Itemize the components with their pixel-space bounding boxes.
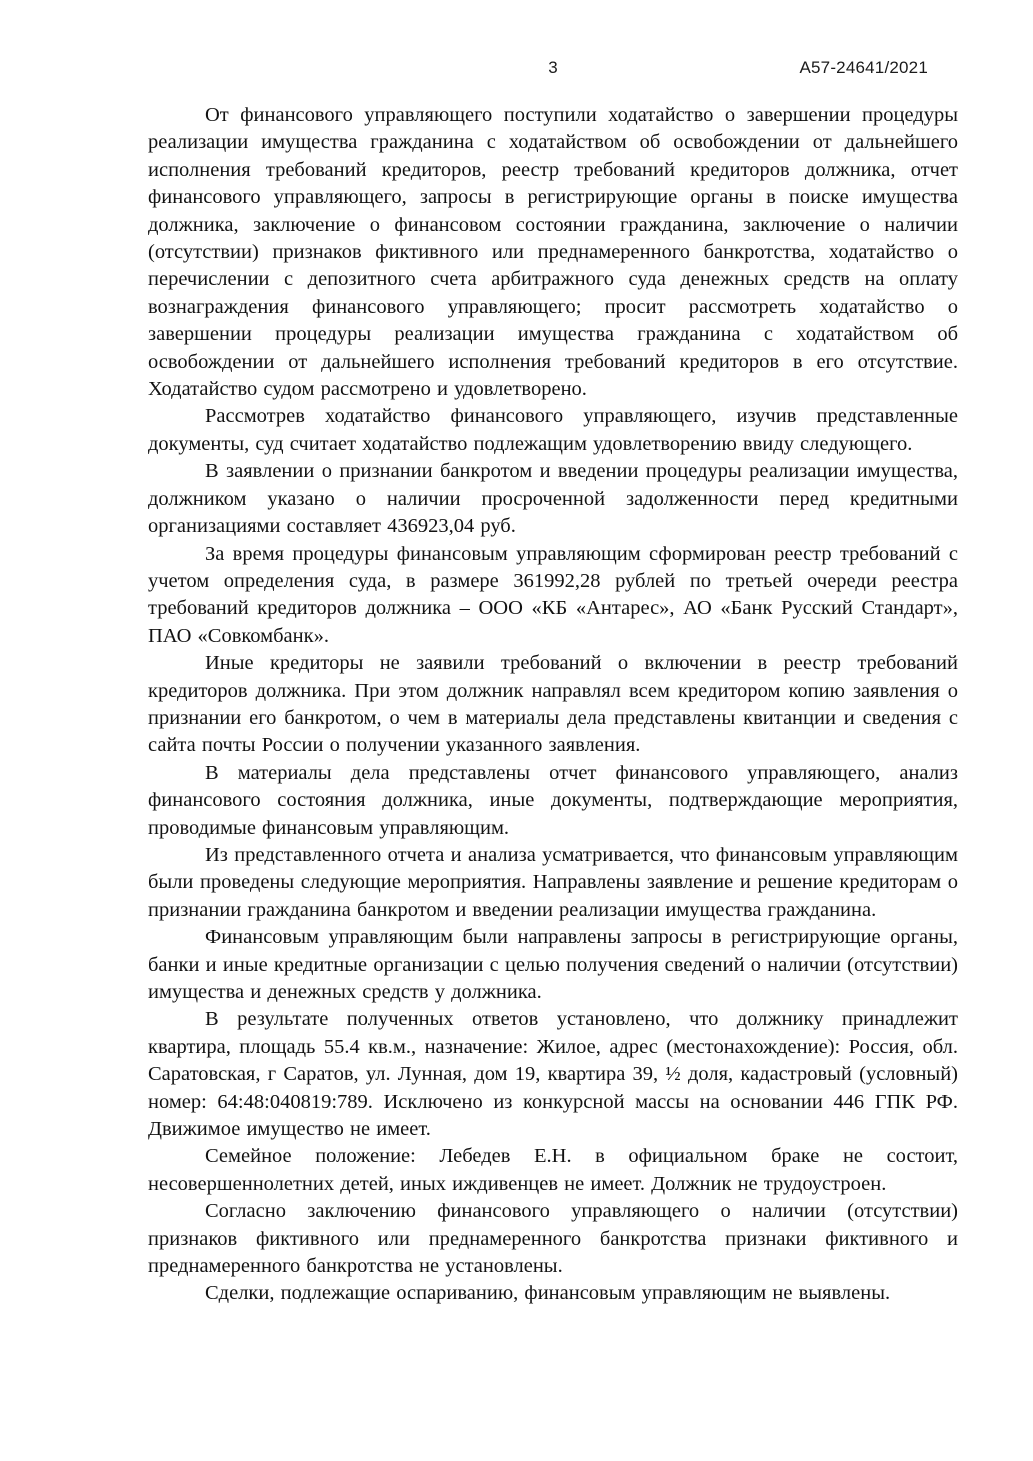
- paragraph-9: В результате полученных ответов установлено, что должнику принадлежит квартира, площадь 55.4 кв.м., назначение: Жилое, адрес (местонахождение): Россия, обл. Саратовская, г Саратов, ул. Лунная, дом 19, квартира 39, ½ доля, кадастровый (условный) номер: 64:48:040819:789. Исключено из конкурсной массы на основании 446 ГПК РФ. Движимое имущество не имеет.: [148, 1008, 958, 1141]
- paragraph-5: Иные кредиторы не заявили требований о включении в реестр требований кредиторов должника. При этом должник направлял всем кредитором копию заявления о признании его банкротом, о чем в материалы дела представлены квитанции и сведения с сайта почты России о получении указанного заявления.: [148, 652, 958, 757]
- paragraph-7: Из представленного отчета и анализа усматривается, что финансовым управляющим были проведены следующие мероприятия. Направлены заявление и решение кредиторам о признании гражданина банкротом и введении реализации имущества гражданина.: [148, 843, 958, 921]
- paragraph-11: Согласно заключению финансового управляющего о наличии (отсутствии) признаков фиктивного или преднамеренного банкротства признаки фиктивного и преднамеренного банкротства не установлены.: [148, 1200, 958, 1278]
- paragraph-12: Сделки, подлежащие оспариванию, финансовым управляющим не выявлены.: [205, 1282, 891, 1305]
- document-content: [148, 52, 958, 1308]
- paragraph-3: В заявлении о признании банкротом и введении процедуры реализации имущества, должником указано о наличии просроченной задолженности перед кредитными организациями составляет 436923,04 руб.: [148, 460, 958, 538]
- paragraph-6: В материалы дела представлены отчет финансового управляющего, анализ финансового состояния должника, иные документы, подтверждающие мероприятия, проводимые финансовым управляющим.: [148, 761, 958, 839]
- paragraph-4: За время процедуры финансовым управляющим сформирован реестр требований с учетом определения суда, в размере 361992,28 рублей по третьей очереди реестра требований кредиторов должника – ООО «КБ «Антарес», АО «Банк Русский Стандарт», ПАО «Совкомбанк».: [148, 542, 958, 647]
- document-body: [148, 102, 958, 1308]
- paragraph-8: Финансовым управляющим были направлены запросы в регистрирующие органы, банки и иные кредитные организации с целью получения сведений о наличии (отсутствии) имущества и денежных средств у должника.: [148, 926, 958, 1003]
- page-header: [148, 52, 958, 78]
- paragraph-2: Рассмотрев ходатайство финансового управляющего, изучив представленные документы, суд считает ходатайство подлежащим удовлетворению ввиду следующего.: [148, 405, 958, 455]
- case-number: А57-24641/2021: [799, 58, 928, 77]
- paragraph-10: Семейное положение: Лебедев Е.Н. в официальном браке не состоит, несовершеннолетних детей, иных иждивенцев не имеет. Должник не трудоустроен.: [148, 1145, 958, 1195]
- page-number: 3: [548, 58, 558, 77]
- paragraph-1: От финансового управляющего поступили ходатайство о завершении процедуры реализации имущества гражданина с ходатайством об освобождении от дальнейшего исполнения требований кредиторов, реестр требований кредиторов должника, отчет финансового управляющего, запросы в регистрирующие органы в поиске имущества должника, заключение о финансовом состоянии гражданина, заключение о наличии (отсутствии) признаков фиктивного или преднамеренного банкротства, ходатайство о перечислении с депозитного счета арбитражного суда денежных средств на оплату вознаграждения финансового управляющего; просит рассмотреть ходатайство о завершении процедуры реализации имущества гражданина с ходатайством об освобождении от дальнейшего исполнения требований кредиторов в его отсутствие. Ходатайство судом рассмотрено и удовлетворено.: [148, 104, 958, 401]
